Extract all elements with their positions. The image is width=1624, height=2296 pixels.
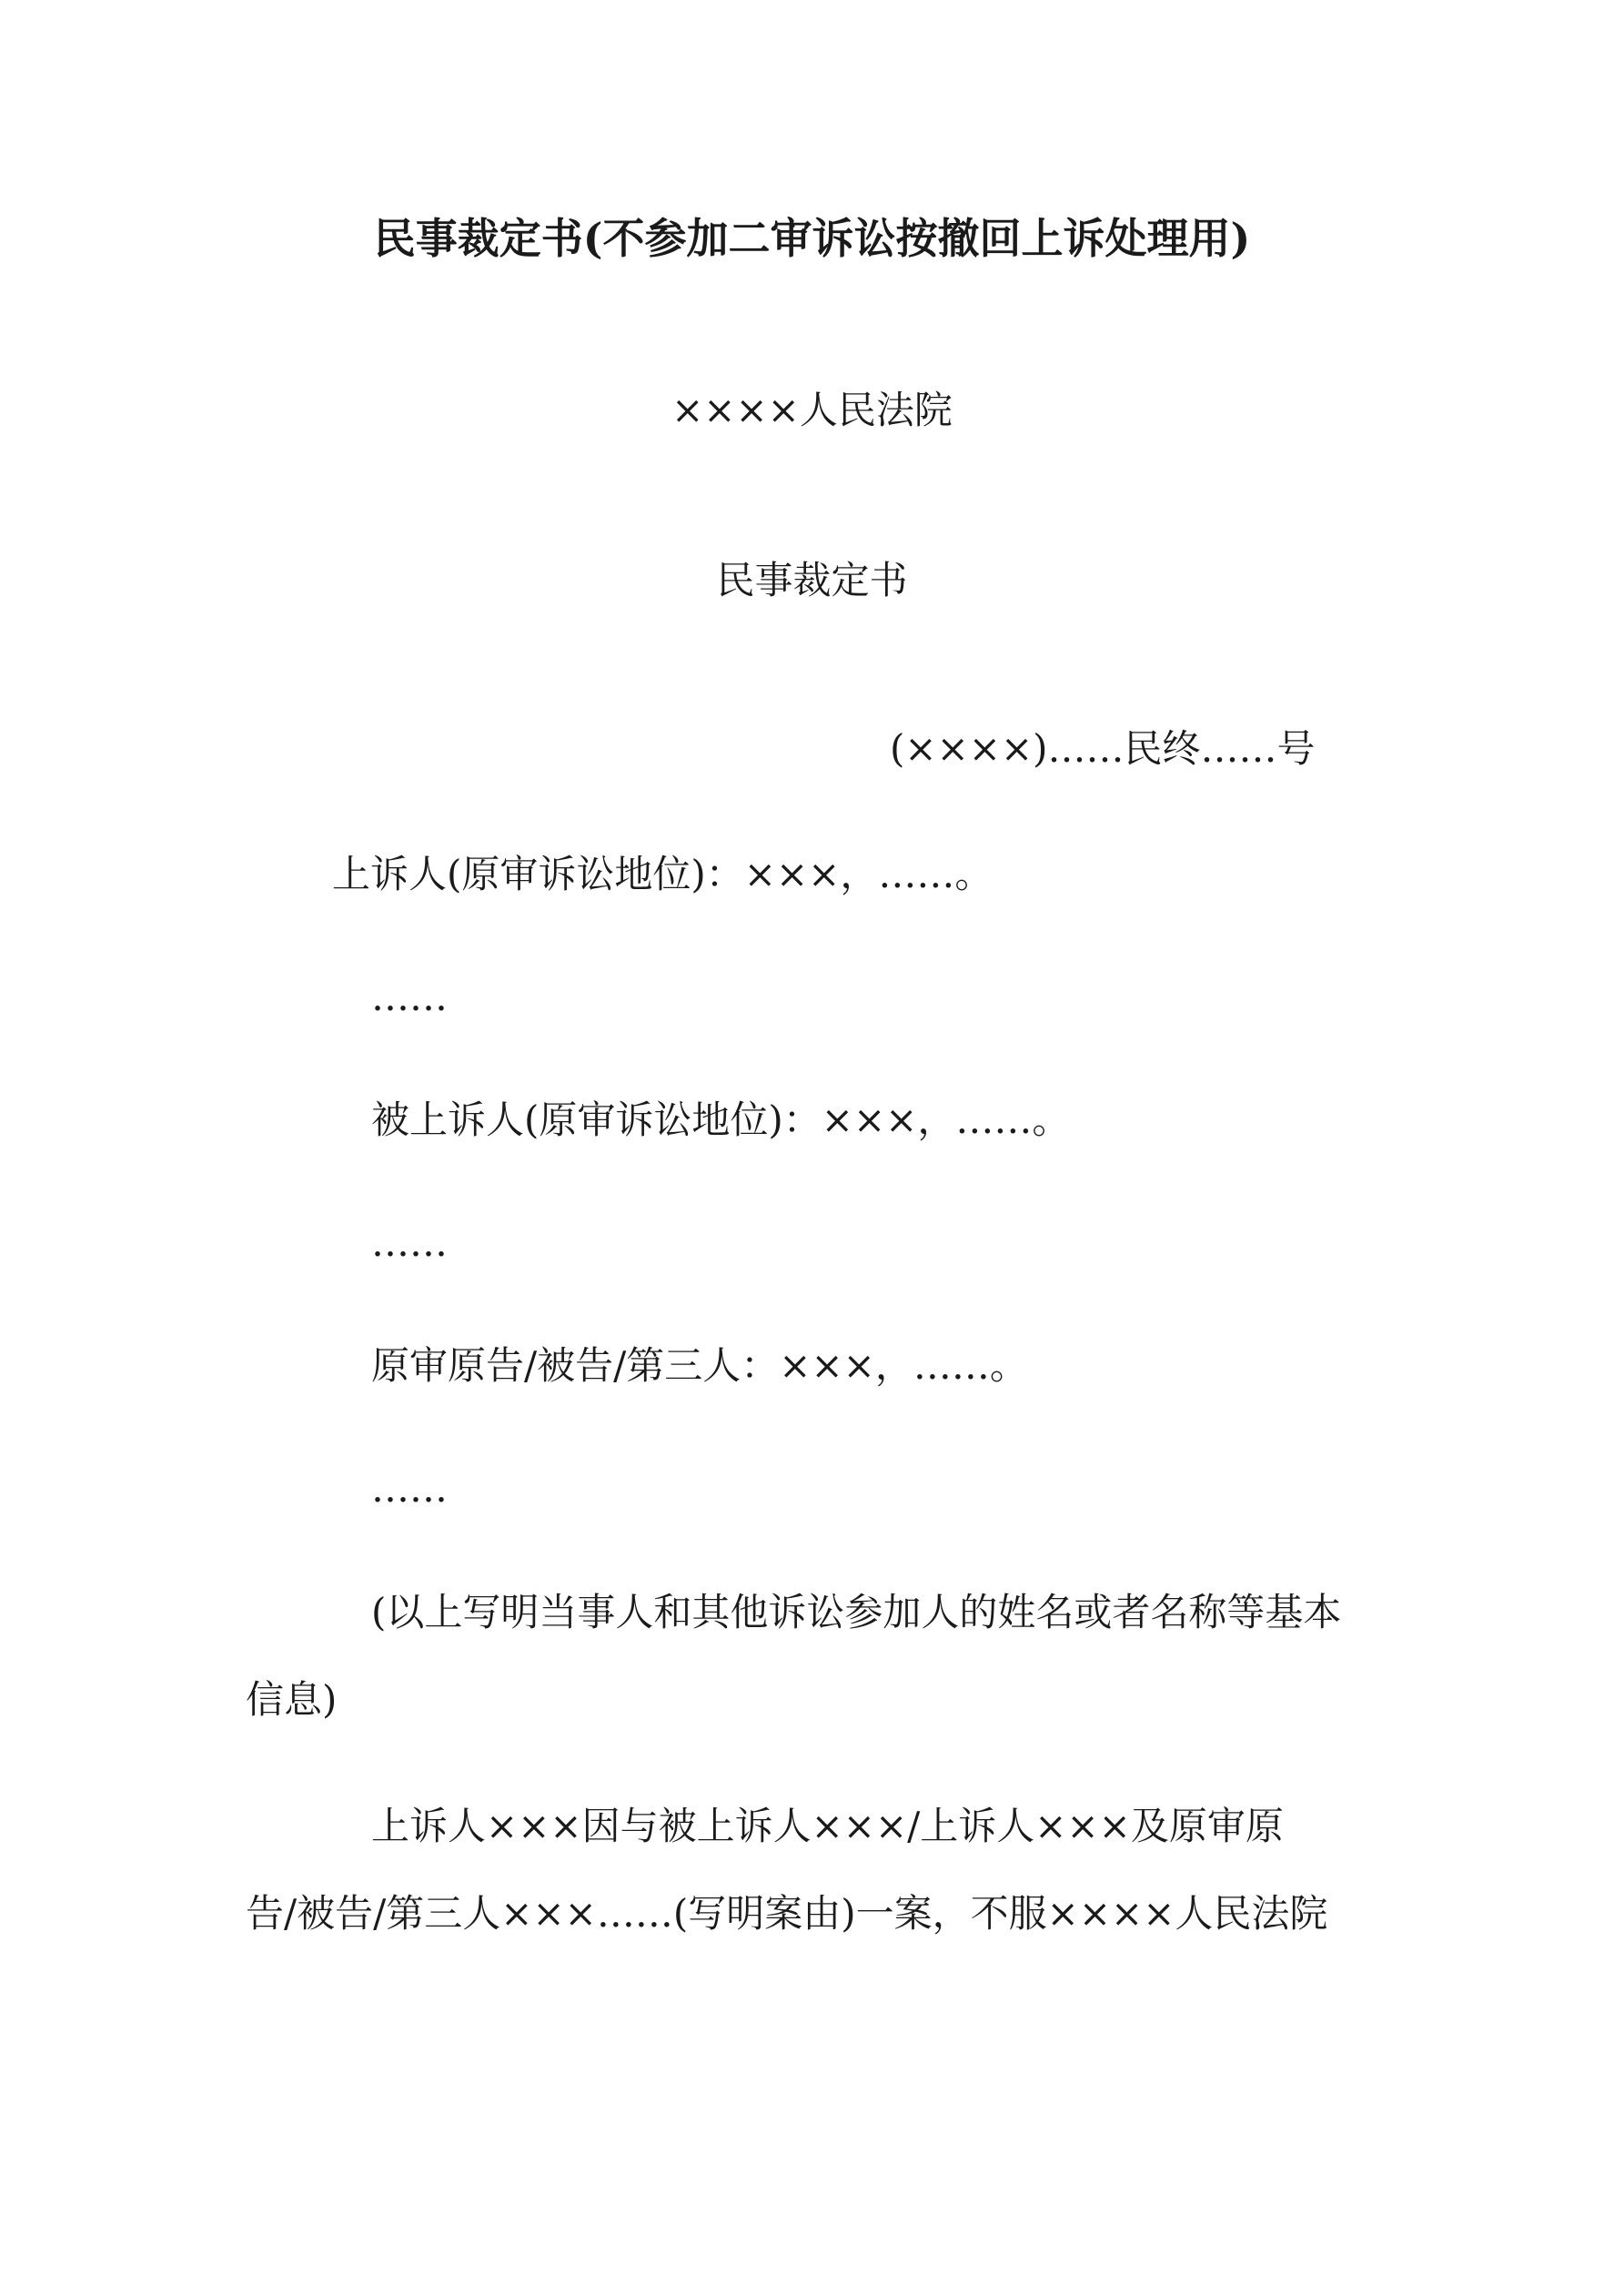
party-ellipsis: …… — [371, 975, 448, 1019]
party-original: 原审原告/被告/第三人：×××，……。 — [371, 1343, 1028, 1388]
body-paragraph-line: 告/被告/第三人×××……(写明案由)一案，不服××××人民法院 — [246, 1891, 1328, 1936]
document-type: 民事裁定书 — [716, 558, 908, 602]
party-appellee: 被上诉人(原审诉讼地位)：×××，……。 — [371, 1097, 1071, 1142]
party-ellipsis: …… — [371, 1466, 448, 1511]
court-name: ××××人民法院 — [671, 388, 953, 432]
case-number: (××××)……民终……号 — [890, 726, 1316, 771]
note-line: (以上写明当事人和其他诉讼参加人的姓名或者名称等基本 — [371, 1590, 1342, 1634]
party-ellipsis: …… — [371, 1220, 448, 1265]
body-paragraph-line: 上诉人×××因与被上诉人×××/上诉人×××及原审原 — [371, 1804, 1284, 1848]
document-title: 民事裁定书(不参加二审诉讼按撤回上诉处理用) — [373, 214, 1251, 263]
party-appellant: 上诉人(原审诉讼地位)：×××，……。 — [332, 852, 994, 896]
note-line: 信息) — [246, 1677, 338, 1722]
